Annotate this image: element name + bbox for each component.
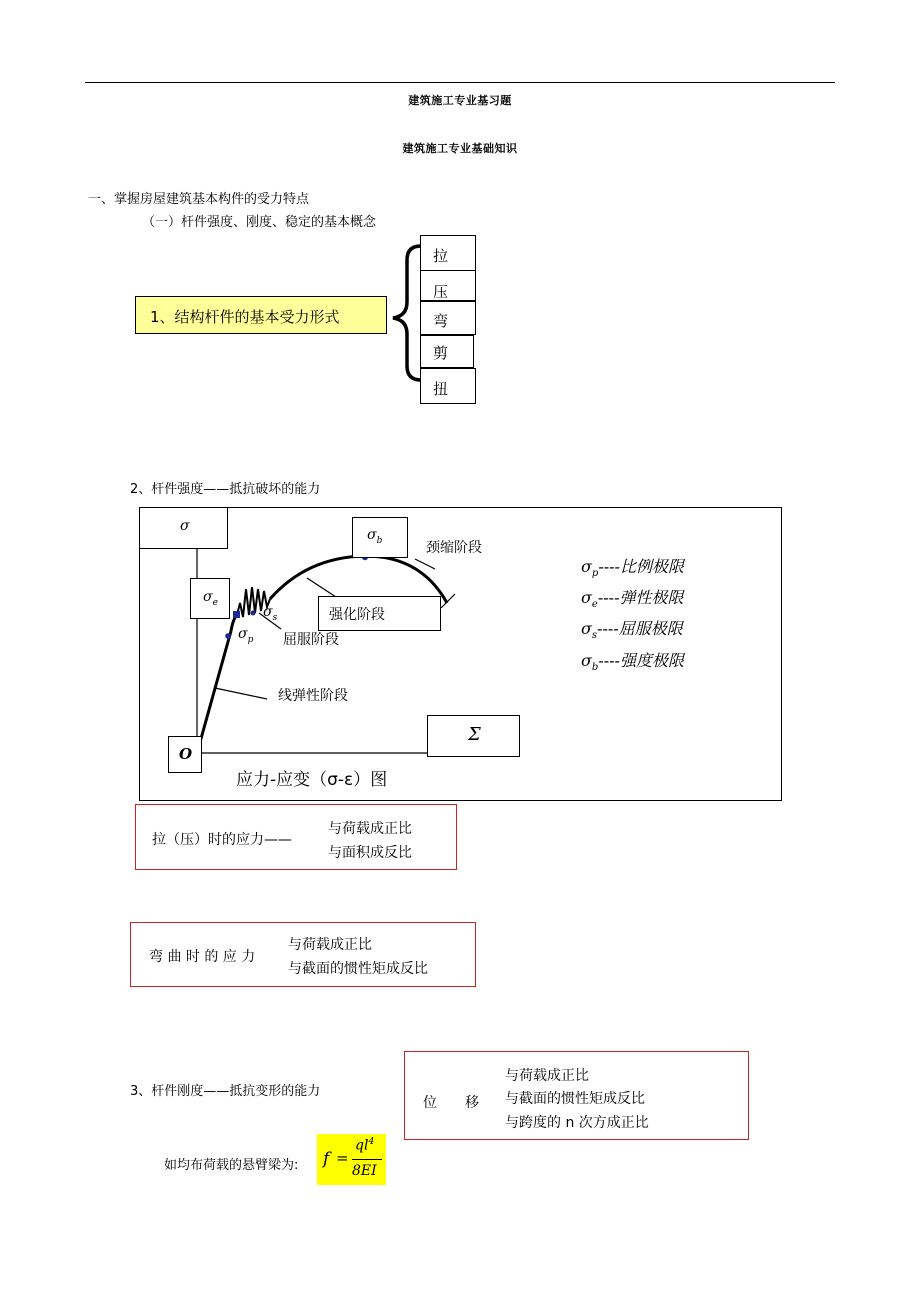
section1-subheading: （一）杆件强度、刚度、稳定的基本概念 bbox=[142, 215, 377, 230]
deflection-formula bbox=[317, 1134, 386, 1185]
section-title: 建筑施工专业基础知识 bbox=[402, 142, 518, 155]
force-item-shear bbox=[420, 335, 474, 368]
legend-item: $\sigma_s----$屈服极限 bbox=[581, 619, 683, 642]
force-forms-label: 1、结构杆件的基本受力形式 bbox=[150, 308, 340, 326]
force-item-tension bbox=[420, 235, 476, 271]
tension-stress-line1: 与荷载成正比 bbox=[328, 821, 412, 837]
limits-legend bbox=[581, 555, 684, 680]
force-brace bbox=[385, 240, 425, 385]
example-text: 如均布荷载的悬臂梁为: bbox=[164, 1158, 299, 1173]
displacement-line3: 与跨度的 n 次方成正比 bbox=[505, 1115, 649, 1131]
force-item-label: 弯 bbox=[433, 312, 449, 330]
necking-label: 颈缩阶段 bbox=[426, 540, 482, 556]
y-axis-label-box bbox=[139, 507, 228, 549]
hardening-label: 强化阶段 bbox=[329, 607, 385, 623]
force-item-bending bbox=[420, 301, 476, 335]
sigma-p-label: $\sigma_p$ bbox=[238, 626, 254, 645]
sigma-e-box bbox=[190, 578, 230, 619]
section1-heading: 一、掌握房屋建筑基本构件的受力特点 bbox=[88, 192, 310, 207]
x-axis-symbol: Σ bbox=[468, 724, 481, 745]
origin-box bbox=[168, 736, 202, 773]
elastic-label: 线弹性阶段 bbox=[278, 688, 348, 704]
sigma-p-point bbox=[225, 633, 231, 639]
tension-stress-box bbox=[135, 804, 457, 870]
section2-heading: 2、杆件强度——抵抗破坏的能力 bbox=[130, 482, 321, 497]
bending-stress-box bbox=[130, 922, 476, 987]
tension-stress-line2: 与面积成反比 bbox=[328, 845, 412, 861]
sigma-s-point bbox=[251, 611, 256, 616]
sigma-e-point bbox=[233, 611, 240, 618]
force-item-label: 拉 bbox=[433, 247, 449, 265]
section3-heading: 3、杆件刚度——抵抗变形的能力 bbox=[130, 1084, 321, 1099]
legend-item: $\sigma_b----$强度极限 bbox=[581, 650, 684, 673]
header-rule bbox=[85, 82, 835, 83]
yield-label: 屈服阶段 bbox=[283, 632, 339, 648]
fraction-bar bbox=[352, 1159, 382, 1160]
force-item-compression bbox=[420, 271, 476, 301]
force-item-label: 扭 bbox=[433, 380, 449, 398]
legend-item: $\sigma_e----$弹性极限 bbox=[581, 588, 684, 611]
formula-denominator: 8EI bbox=[352, 1163, 377, 1179]
sigma-s-label: $\sigma_s$ bbox=[263, 604, 278, 623]
y-axis-symbol: σ bbox=[180, 518, 190, 534]
formula-lhs: f bbox=[323, 1149, 330, 1169]
bending-stress-label: 弯 曲 时 的 应 力 bbox=[149, 949, 256, 965]
sigma-b-label: $\sigma_b$ bbox=[367, 527, 383, 546]
legend-item: $\sigma_p----$比例极限 bbox=[581, 557, 684, 580]
displacement-line2: 与截面的惯性矩成反比 bbox=[505, 1091, 645, 1107]
force-forms-label-box bbox=[135, 296, 387, 334]
x-axis-label-box bbox=[427, 715, 520, 757]
running-title: 建筑施工专业基习题 bbox=[408, 94, 512, 107]
hardening-box bbox=[318, 596, 441, 631]
formula-equals: = bbox=[336, 1149, 349, 1167]
force-item-label: 压 bbox=[433, 283, 449, 301]
force-item-label: 剪 bbox=[433, 344, 449, 362]
force-item-torsion bbox=[420, 368, 476, 404]
origin-label: O bbox=[179, 745, 193, 763]
displacement-box bbox=[404, 1051, 749, 1140]
bending-stress-line1: 与荷载成正比 bbox=[288, 937, 372, 953]
sigma-b-box bbox=[352, 517, 408, 558]
displacement-line1: 与荷载成正比 bbox=[505, 1068, 589, 1084]
diagram-caption: 应力-应变（σ-ε）图 bbox=[236, 770, 388, 790]
bending-stress-line2: 与截面的惯性矩成反比 bbox=[288, 961, 428, 977]
sigma-e-label: $\sigma_e$ bbox=[203, 589, 218, 608]
displacement-label: 位 移 bbox=[423, 1095, 479, 1111]
tension-stress-label: 拉（压）时的应力—— bbox=[152, 832, 292, 848]
formula-numerator: $ql^4$ bbox=[355, 1137, 375, 1154]
